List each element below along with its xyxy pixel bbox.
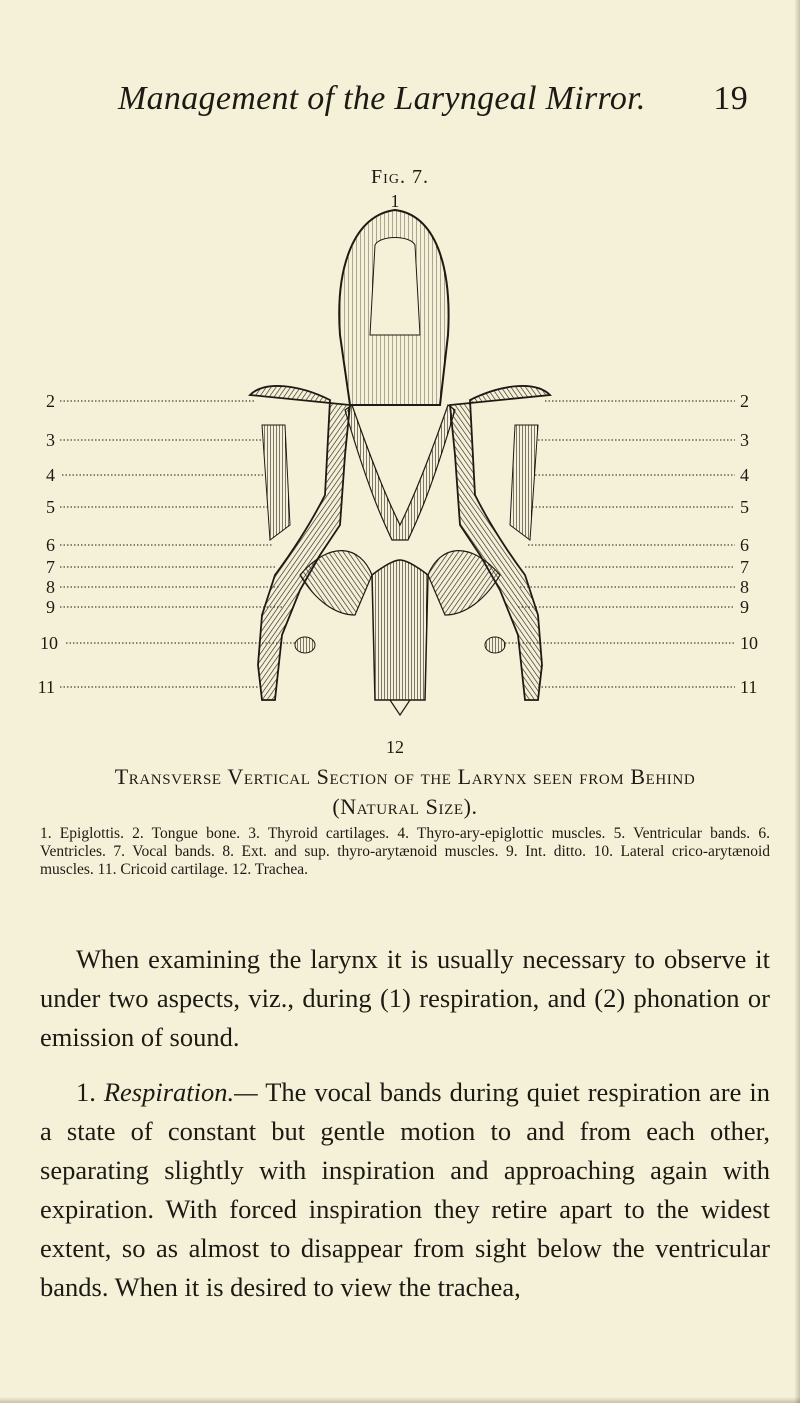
caption-title-line2: (Natural Size). <box>332 794 478 819</box>
callout-right-7: 7 <box>740 557 749 577</box>
callout-right-9: 9 <box>740 597 749 617</box>
page-number: 19 <box>713 80 748 117</box>
callout-left-4: 4 <box>46 465 55 485</box>
larynx-illustration <box>0 195 800 760</box>
caption-title-line1: Transverse Vertical Section of the Larynx seen from Behind <box>114 764 696 789</box>
callout-left-5: 5 <box>46 497 55 517</box>
callout-right-11: 11 <box>740 677 758 697</box>
paragraph-1: When examining the larynx it is usually necessary to observe it under two aspects, viz., during (1) respiration, and (2) phonation or emission of sound. <box>40 944 770 1052</box>
figure-caption-title <box>40 762 770 822</box>
section-number: 1. <box>76 1077 96 1107</box>
paragraph-2-text: The vocal bands during quiet respiration are in a state of constant but gentle motion to and from each other, separating slightly with inspiration and approaching again with expiration. With forced inspiration they retire apart to the widest extent, so as almost to disappear from sight below the ventricular bands. When it is desired to view the trachea, <box>40 1077 770 1302</box>
callout-left-7: 7 <box>46 557 55 577</box>
larynx-section-figure <box>0 195 800 760</box>
callout-top: 1 <box>390 195 400 211</box>
callout-left-6: 6 <box>46 535 55 555</box>
callout-right-10: 10 <box>740 633 758 653</box>
epiglottis-shape <box>339 210 448 405</box>
figure-label: Fig. 7. <box>371 166 429 188</box>
figure-legend: 1. Epiglottis. 2. Tongue bone. 3. Thyroid cartilages. 4. Thyro-ary-epiglottic muscles. 5. Ventricular bands. 6. Ventricles. 7. Vocal bands. 8. Ext. and sup. thyro-arytænoid muscles. 9. Int. ditto. 10. Lateral crico-arytænoid muscles. 11. Cricoid cartilage. 12. Trachea. <box>40 825 770 878</box>
callout-left-3: 3 <box>46 430 55 450</box>
callout-bottom: 12 <box>386 737 404 757</box>
callout-right-6: 6 <box>740 535 749 555</box>
page-edge-shadow <box>794 0 800 1403</box>
running-title: Management of the Laryngeal Mirror. <box>118 80 646 117</box>
callout-left-10: 10 <box>40 633 58 653</box>
body-text <box>40 940 770 1307</box>
section-heading: Respiration.— <box>103 1077 258 1107</box>
callout-left-2: 2 <box>46 391 55 411</box>
paragraph-2 <box>40 1073 770 1307</box>
callout-right-4: 4 <box>740 465 749 485</box>
callout-left-11: 11 <box>37 677 55 697</box>
callout-right-2: 2 <box>740 391 749 411</box>
callout-right-3: 3 <box>740 430 749 450</box>
page-bottom-shadow <box>0 1397 800 1403</box>
callout-right-8: 8 <box>740 577 749 597</box>
callout-left-8: 8 <box>46 577 55 597</box>
running-header <box>118 80 748 118</box>
callout-right-5: 5 <box>740 497 749 517</box>
callout-left-9: 9 <box>46 597 55 617</box>
